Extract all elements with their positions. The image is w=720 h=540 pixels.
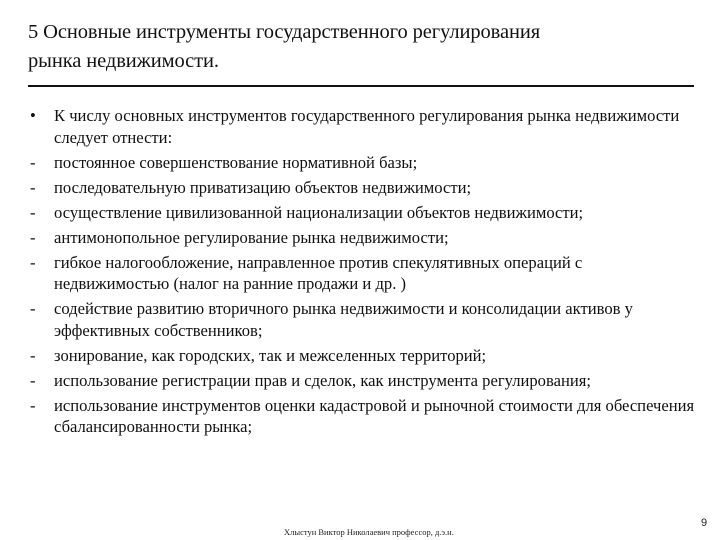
list-item-text: осуществление цивилизованной национализации объектов недвижимости; — [54, 202, 584, 222]
dash-marker: - — [30, 345, 36, 365]
list-item — [28, 152, 700, 174]
dash-marker: - — [30, 252, 36, 272]
slide-footer-author: Хлыстун Виктор Николаевич профессор, д.э.н. — [284, 527, 454, 537]
slide-title-line-2: рынка недвижимости. — [28, 50, 219, 72]
dash-marker: - — [30, 299, 36, 318]
page-number: 9 — [701, 517, 708, 529]
list-item — [28, 177, 700, 199]
dash-marker: - — [30, 227, 36, 247]
list-item-text: антимонопольное регулирование рынка недвижимости; — [54, 227, 449, 247]
list-item — [28, 345, 700, 367]
bullet-marker: • — [30, 106, 36, 125]
dash-marker: - — [30, 395, 36, 415]
list-item-text: зонирование, как городских, так и межселенных территорий; — [54, 345, 487, 365]
list-item — [28, 395, 700, 438]
dash-marker: - — [30, 152, 36, 172]
list-item-text: последовательную приватизацию объектов недвижимости; — [54, 177, 472, 197]
dash-marker: - — [30, 370, 36, 390]
list-item — [28, 252, 700, 295]
list-item-text: содействие развитию вторичного рынка недвижимости и консолидации активов у эффективных собственников; — [54, 299, 633, 340]
intro-text: К числу основных инструментов государственного регулирования рынка недвижимости следует отнести: — [54, 106, 680, 147]
slide-title — [28, 18, 688, 79]
list-item — [28, 227, 700, 249]
list-item-text: использование инструментов оценки кадастровой и рыночной стоимости для обеспечения сбалансированности рынка; — [54, 395, 695, 436]
dash-marker: - — [30, 202, 36, 222]
list-item-text: использование регистрации прав и сделок, как инструмента регулирования; — [54, 370, 591, 390]
list-item — [28, 298, 700, 341]
list-item — [28, 370, 700, 392]
title-underline — [28, 85, 694, 87]
dash-marker: - — [30, 177, 36, 197]
intro-item — [28, 105, 700, 148]
bullet-list — [28, 105, 700, 441]
list-item — [28, 202, 700, 224]
slide-title-line-1: 5 Основные инструменты государственного регулирования — [28, 21, 541, 43]
list-item-text: постоянное совершенствование нормативной базы; — [54, 152, 418, 172]
list-item-text: гибкое налогообложение, направленное против спекулятивных операций с недвижимостью (налог на ранние продажи и др. ) — [54, 252, 583, 293]
